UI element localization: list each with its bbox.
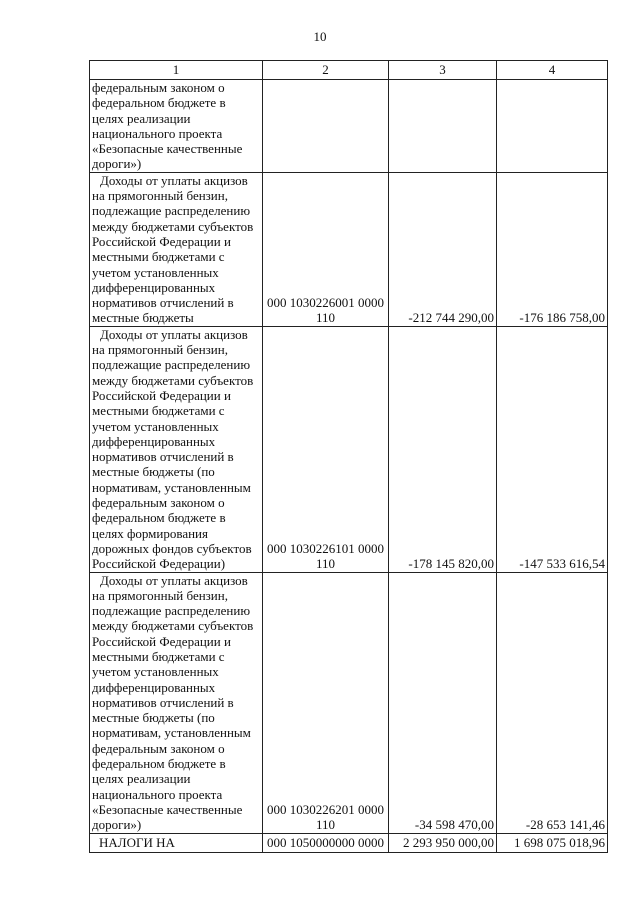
description-line: «Безопасные качественные xyxy=(92,801,243,817)
description-line: на прямогонный бензин, xyxy=(92,342,228,358)
description-line: федеральным законом о xyxy=(92,495,225,511)
description-line: между бюджетами субъектов xyxy=(92,618,254,634)
description-line: местные бюджеты (по xyxy=(92,710,215,726)
code-line: 000 1030226201 0000 xyxy=(267,801,384,817)
description-line: учетом установленных xyxy=(92,418,219,434)
row-value-3: -212 744 290,00 xyxy=(389,172,497,326)
description-line: учетом установленных xyxy=(92,264,219,280)
description-line: нормативам, установленным xyxy=(92,479,251,495)
description-line: Российской Федерации и xyxy=(92,233,231,249)
table-row-taxes xyxy=(90,833,608,852)
row-value-4: -176 186 758,00 xyxy=(497,172,608,326)
row-code xyxy=(263,172,389,326)
description-line: нормативам, установленным xyxy=(92,725,251,741)
row-description xyxy=(90,572,263,833)
code-line: 110 xyxy=(315,556,336,572)
row-value-3: 2 293 950 000,00 xyxy=(389,833,497,852)
description-line: нормативов отчислений в xyxy=(92,694,234,710)
code-line: 000 1030226001 0000 xyxy=(267,295,384,311)
description-line: дороги») xyxy=(92,817,142,833)
row-description xyxy=(90,80,263,173)
description-line: Российской Федерации) xyxy=(92,556,226,572)
description-line: дифференцированных xyxy=(92,433,216,449)
column-header-3: 3 xyxy=(389,61,497,80)
description-line: между бюджетами субъектов xyxy=(92,218,254,234)
table-row xyxy=(90,80,608,173)
description-line: на прямогонный бензин, xyxy=(92,587,228,603)
description-line: местными бюджетами с xyxy=(92,648,225,664)
description-line: дифференцированных xyxy=(92,679,216,695)
column-header-4: 4 xyxy=(497,61,608,80)
page-number: 10 xyxy=(313,29,327,44)
description-line: дорожных фондов субъектов xyxy=(92,540,252,556)
description-line: местными бюджетами с xyxy=(92,249,225,265)
row-code xyxy=(263,80,389,173)
row-value-3 xyxy=(389,80,497,173)
description-line: Доходы от уплаты акцизов xyxy=(100,172,248,188)
table-row xyxy=(90,326,608,572)
code-line xyxy=(265,141,386,156)
description-line: местные бюджеты xyxy=(92,310,194,326)
description-line: на прямогонный бензин, xyxy=(92,188,228,204)
description-line: национального проекта xyxy=(92,125,223,141)
row-value-3: -178 145 820,00 xyxy=(389,326,497,572)
description-line: между бюджетами субъектов xyxy=(92,372,254,388)
description-line: подлежащие распределению xyxy=(92,603,251,619)
row-code xyxy=(263,572,389,833)
description-line: местные бюджеты (по xyxy=(92,464,215,480)
description-line: Доходы от уплаты акцизов xyxy=(100,572,248,588)
description-line: целях формирования xyxy=(92,525,208,541)
row-code xyxy=(263,326,389,572)
table-row xyxy=(90,172,608,326)
description-line: целях реализации xyxy=(92,110,191,126)
description-line: местными бюджетами с xyxy=(92,403,225,419)
description-line: федеральном бюджете в xyxy=(92,510,226,526)
description-line: национального проекта xyxy=(92,786,223,802)
description-line: федеральным законом о xyxy=(92,80,225,95)
row-value-4: 1 698 075 018,96 xyxy=(497,833,608,852)
code-line: 000 1030226101 0000 xyxy=(267,540,384,556)
row-value-4: -147 533 616,54 xyxy=(497,326,608,572)
row-value-4 xyxy=(497,80,608,173)
description-line: Российской Федерации и xyxy=(92,387,231,403)
description-line: учетом установленных xyxy=(92,664,219,680)
description-line: Российской Федерации и xyxy=(92,633,231,649)
description-line: нормативов отчислений в xyxy=(92,295,234,311)
row-code: 000 1050000000 0000 xyxy=(263,833,389,852)
table-header-row xyxy=(90,61,608,80)
description-line: федеральном бюджете в xyxy=(92,756,226,772)
code-line: 110 xyxy=(315,817,336,833)
row-description: НАЛОГИ НА xyxy=(90,833,263,852)
column-header-2: 2 xyxy=(263,61,389,80)
table-row xyxy=(90,572,608,833)
description-line: нормативов отчислений в xyxy=(92,449,234,465)
description-line: подлежащие распределению xyxy=(92,357,251,373)
description-line: подлежащие распределению xyxy=(92,203,251,219)
description-line: дороги») xyxy=(92,156,142,172)
row-value-4: -28 653 141,46 xyxy=(497,572,608,833)
row-description xyxy=(90,326,263,572)
description-line: федеральным законом о xyxy=(92,740,225,756)
code-line xyxy=(265,156,386,171)
code-line: 110 xyxy=(315,310,336,326)
row-description xyxy=(90,172,263,326)
description-line: дифференцированных xyxy=(92,279,216,295)
description-line: федеральном бюджете в xyxy=(92,95,226,111)
budget-table xyxy=(89,60,608,853)
row-value-3: -34 598 470,00 xyxy=(389,572,497,833)
description-line: Доходы от уплаты акцизов xyxy=(100,326,248,342)
column-header-1: 1 xyxy=(90,61,263,80)
description-line: целях реализации xyxy=(92,771,191,787)
description-line: «Безопасные качественные xyxy=(92,141,243,157)
